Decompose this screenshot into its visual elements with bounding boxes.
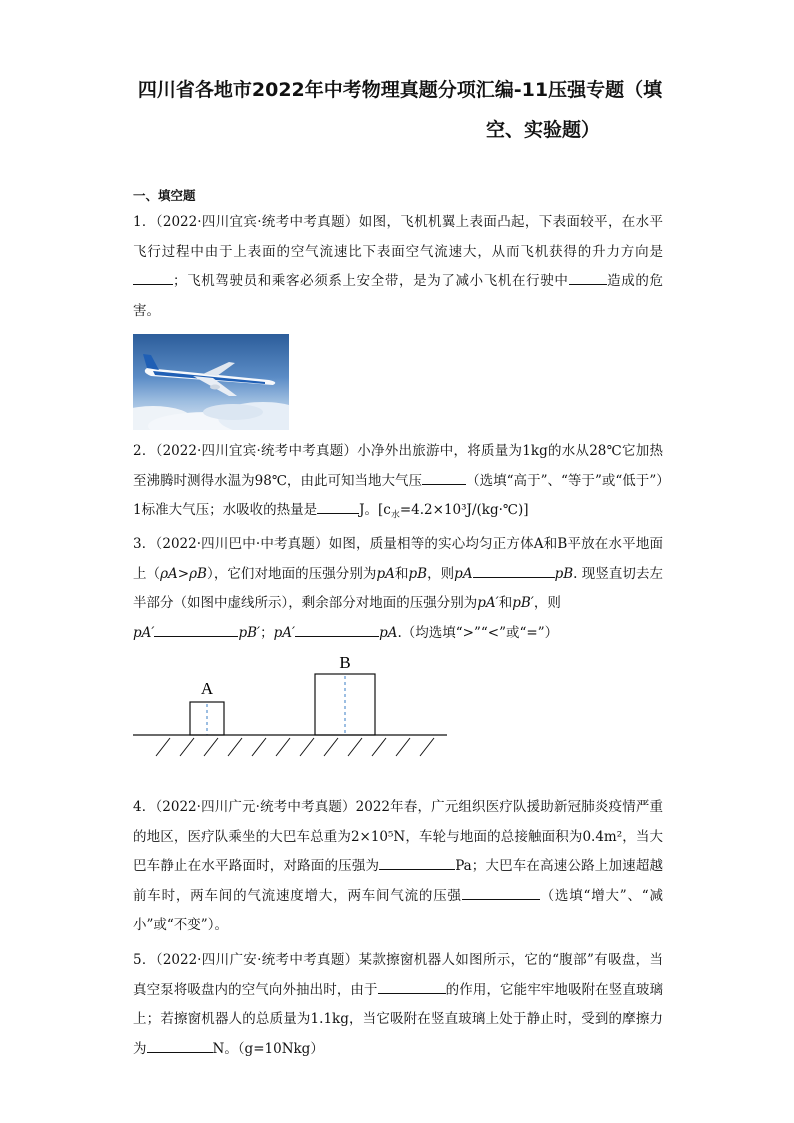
question-4 [133, 793, 663, 941]
question-3 [133, 530, 663, 648]
title-line-2: 空、实验题） [485, 119, 600, 141]
q5-blank-2[interactable] [147, 1038, 213, 1053]
q2-blank-2[interactable] [317, 499, 359, 514]
q3-and-2: 和 [498, 595, 513, 611]
block-b-label: B [339, 653, 351, 672]
q3-pb-prime-2: pB′ [238, 624, 261, 641]
page-title [130, 70, 670, 150]
question-2 [133, 437, 663, 531]
q4-blank-2[interactable] [462, 885, 540, 900]
q1-text-a: 1．（2022·四川宜宾·统考中考真题）如图，飞机机翼上表面凸起，下表面较平，在水平飞行过程中由于上表面的空气流速比下表面空气流速大，从而飞机获得的升力方向是 [133, 214, 663, 260]
q3-text-c: ，则 [427, 565, 455, 582]
q3-text-h: .（均选填“>”“<”或“=”） [397, 624, 559, 641]
q4-text-c: （选填“增大”、“减小”或“不变”）。 [133, 887, 663, 933]
q3-blank-1[interactable] [473, 563, 555, 578]
q3-text-a: 3．（2022·四川巴中·中考真题）如图，质量相等的实心均匀正方体A和B平放在水平地面上（ [133, 536, 663, 582]
q3-and: 和 [394, 565, 409, 582]
section-heading: 一、填空题 [133, 188, 196, 203]
q4-text-a: 4．（2022·四川广元·统考中考真题）2022年春，广元组织医疗队援助新冠肺炎疫情严重的地区，医疗队乘坐的大巴车总重为2×10⁵N，车轮与地面的总接触面积为0.4m²，当大巴车静止在水平路面时，对路面的压强为 [133, 799, 663, 874]
q3-text-g: ； [260, 624, 274, 641]
q1-blank-2[interactable] [569, 270, 607, 285]
q5-blank-1[interactable] [378, 979, 446, 994]
question-5 [133, 946, 663, 1064]
airplane-image [133, 334, 289, 430]
block-a-label: A [200, 679, 214, 698]
title-line-1: 四川省各地市2022年中考物理真题分项汇编-11压强专题（填 [137, 79, 663, 101]
q3-pa-symbol-3: pA [379, 624, 398, 641]
q2-subscript: 水 [390, 510, 400, 521]
blocks-figure [130, 648, 450, 763]
q2-text-d: =4.2×10³J/(kg·℃)] [399, 502, 529, 518]
q2-text-a: 2．（2022·四川宜宾·统考中考真题）小净外出旅游中，将质量为1kg的水从28℃它加热至沸腾时测得水温为98℃，由此可知当地大气压 [133, 443, 663, 489]
q1-blank-1[interactable] [133, 270, 173, 285]
question-1 [133, 208, 663, 326]
q3-pa-symbol: pA [376, 565, 395, 582]
q3-density-condition: ρA>ρB [160, 565, 207, 582]
q3-pa-prime-3: pA′ [273, 624, 296, 641]
q3-text-e: . 现竖直切去左半部分（如图中虚线所示），剩余部分对地面的压强分别为 [133, 565, 664, 611]
q2-blank-1[interactable] [422, 470, 466, 485]
q3-pb-symbol-2: pB [554, 565, 574, 582]
q1-text-c: 造成的危害。 [133, 273, 663, 319]
q3-blank-2[interactable] [154, 622, 238, 637]
q5-text-c: N。（g=10Nkg） [212, 1040, 324, 1057]
q4-blank-1[interactable] [379, 855, 455, 870]
q3-pb-symbol: pB [408, 565, 428, 582]
q2-text-c: J。[c [359, 502, 391, 518]
q5-text-b: 的作用，它能牢牢地吸附在竖直玻璃上；若擦窗机器人的总质量为1.1kg，当它吸附在竖直玻璃上处于静止时，受到的摩擦力为 [133, 981, 664, 1057]
q3-pa-prime-2: pA′ [133, 624, 155, 641]
q3-blank-3[interactable] [295, 622, 379, 637]
q1-text-b: ；飞机驾驶员和乘客必须系上安全带，是为了减小飞机在行驶中 [173, 273, 569, 289]
q3-text-b: ），它们对地面的压强分别为 [206, 565, 377, 582]
ground-hatching [156, 738, 434, 756]
q3-text-f: ，则 [533, 595, 561, 611]
q4-text-b: Pa；大巴车在高速公路上加速超越前车时，两车间的气流速度增大，两车间气流的压强 [133, 858, 664, 904]
q3-pa-symbol-2: pA [454, 565, 473, 582]
q2-text-b: （选填“高于”、“等于”或“低于”）1标准大气压；水吸收的热量是 [133, 472, 663, 518]
q5-text-a: 5．（2022·四川广安·统考中考真题）某款擦窗机器人如图所示，它的“腹部”有吸盘，当真空泵将吸盘内的空气向外抽出时，由于 [133, 952, 663, 998]
q3-pa-prime: pA′ [477, 595, 499, 611]
q3-pb-prime: pB′ [512, 595, 534, 611]
